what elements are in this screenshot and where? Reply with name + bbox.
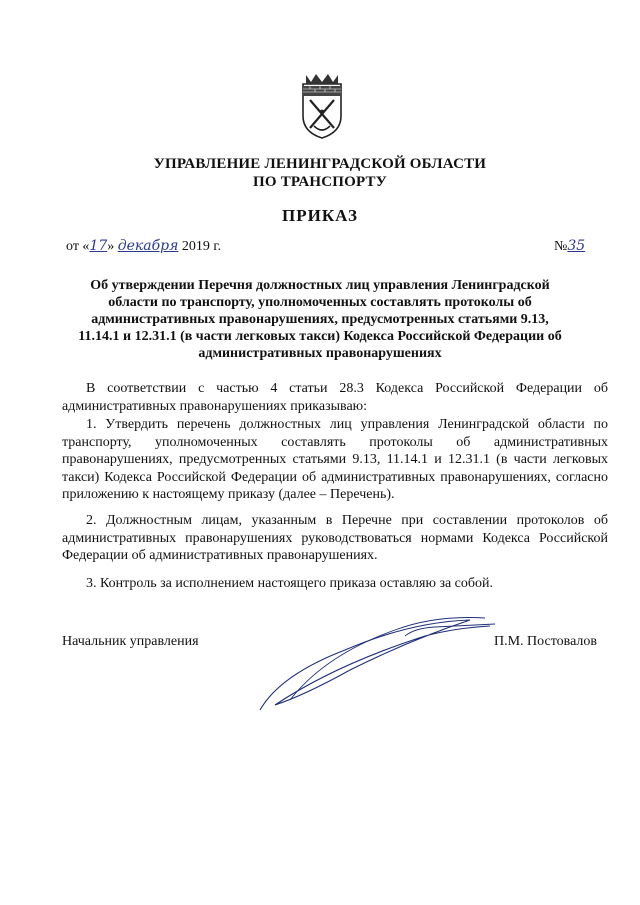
- body-paragraph-3: 2. Должностным лицам, указанным в Перечне при составлении протоколов об административных правонарушениях руководствоваться нормами Кодекса Российской Федерации об административных правонарушениях.: [62, 513, 608, 563]
- organization-name-line2: ПО ТРАНСПОРТУ: [253, 174, 387, 190]
- document-number: №35: [554, 238, 586, 254]
- coat-of-arms-icon: [300, 70, 344, 140]
- document-type: ПРИКАЗ: [282, 206, 358, 225]
- document-date: от «17» декабря 2019 г.: [66, 238, 222, 254]
- body-paragraph-2: 1. Утвердить перечень должностных лиц управления Ленинградской области по транспорту, уполномоченных составлять протоколы об административных правонарушениях, предусмотренных статьями 9.13, 11.14.1 и 12.31.1 (в части легковых такси) Кодекса Российской Федерации об административных правонарушениях, согласно приложению к настоящему приказу (далее – Перечень).: [62, 417, 608, 502]
- organization-name: УПРАВЛЕНИЕ ЛЕНИНГРАДСКОЙ ОБЛАСТИ: [153, 156, 487, 172]
- handwritten-signature: [250, 600, 500, 720]
- body-paragraph-4: 3. Контроль за исполнением настоящего приказа оставляю за собой.: [86, 576, 494, 591]
- signatory-name: П.М. Постовалов: [494, 634, 598, 649]
- signatory-position: Начальник управления: [62, 634, 199, 649]
- body-paragraph-1: В соответствии с частью 4 статьи 28.3 Кодекса Российской Федерации об административных правонарушениях приказываю:: [62, 381, 608, 414]
- document-subject: Об утверждении Перечня должностных лиц управления Ленинградской области по транспорту, уполномоченных составлять протоколы об административных правонарушениях, предусмотренных статьями 9.13, 11.14.1 и 12.31.1 (в части легковых такси) Кодекса Российской Федерации об административных правонарушениях: [78, 278, 562, 361]
